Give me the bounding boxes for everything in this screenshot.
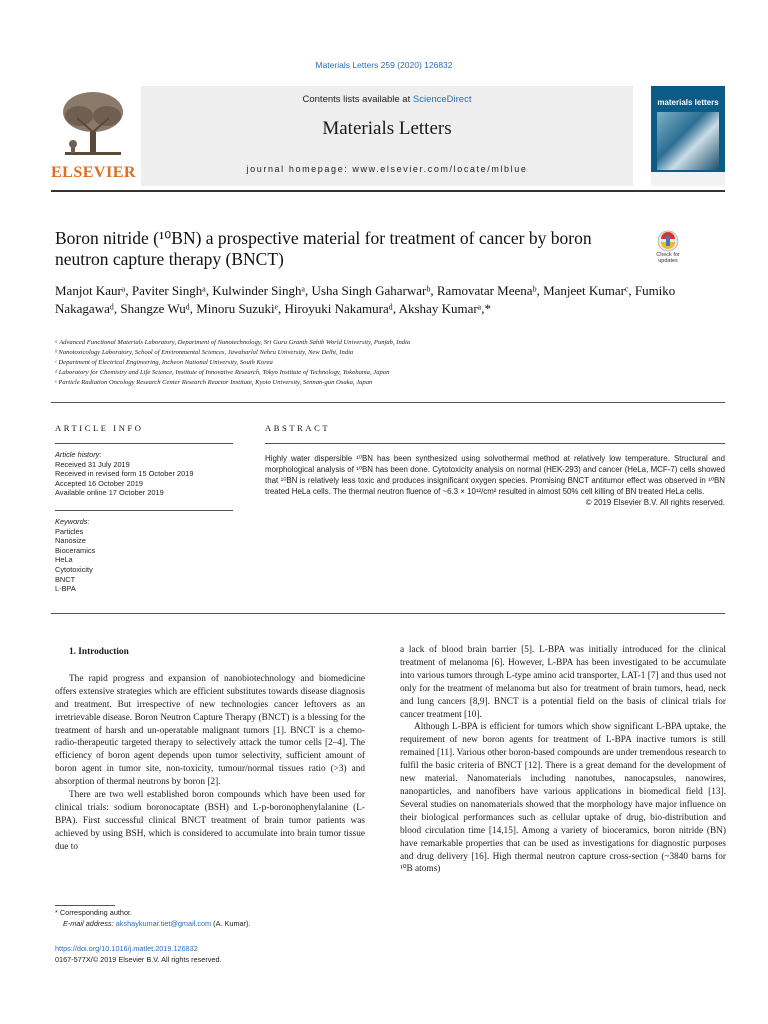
history-label: Article history: xyxy=(55,450,102,459)
affiliations-divider xyxy=(51,402,725,403)
email-link[interactable]: akshaykumar.tiet@gmail.com xyxy=(115,918,212,928)
email-suffix: (A. Kumar). xyxy=(211,918,251,928)
affiliation-item: ᵃ Advanced Functional Materials Laboratory, Department of Nanotechnology, Sri Guru Granth Sahib World University, Punjab, India xyxy=(55,339,411,346)
journal-cover-image[interactable] xyxy=(651,86,725,186)
history-item: Available online 17 October 2019 xyxy=(55,488,164,498)
history-item: Received 31 July 2019 xyxy=(55,459,130,469)
issn-line: 0167-577X/© 2019 Elsevier B.V. All rights reserved. xyxy=(55,954,222,964)
header-divider xyxy=(51,190,725,192)
abstract-column xyxy=(265,423,725,508)
keyword-item: L-BPA xyxy=(55,584,76,594)
keyword-item: Particles xyxy=(55,526,84,536)
keywords-rule xyxy=(55,510,233,511)
keyword-item: Bioceramics xyxy=(55,545,96,555)
history-item: Received in revised form 15 October 2019 xyxy=(55,469,194,479)
abstract-rule xyxy=(265,443,725,444)
affiliation-item: ᵇ Nanotoxicology Laboratory, School of Environmental Sciences, Jawaharlal Nehru University, New Delhi, India xyxy=(55,349,354,356)
footnotes xyxy=(55,908,375,929)
cover-title: materials letters xyxy=(657,98,719,107)
keyword-item: HeLa xyxy=(55,555,73,565)
email-note xyxy=(55,919,375,930)
body-paragraph: The rapid progress and expansion of nanobiotechnology and biomedicine offers extensive strategies which are efficient substitutes towards disease diagnosis and treatment. But irrespective of new technologies cancer leftovers as an irretrievable disease. Boron Neutron Capture Therapy (BNCT) is a blessing for the treatment of harsh and un-operatable malignant tumors [1]. BNCT is a chemo-radio-therapeutic targeted therapy to selectively attack the tumor cells [2–4]. The efficiency of boron agent depends upon tumor selectivity, sufficient amount of boron agent in tumor site, non-toxicity, tumour/normal tissues ratio (>3) and absorption of thermal neutrons by boron [2]. xyxy=(55,673,365,788)
journal-reference-link[interactable]: Materials Letters 259 (2020) 126832 xyxy=(315,60,453,70)
corresponding-author-note: * Corresponding author. xyxy=(55,908,133,917)
cover-footer xyxy=(651,172,725,186)
body-paragraph: a lack of blood brain barrier [5]. L-BPA was initially introduced for the clinical treatment of melanoma [6]. However, L-BPA has been investigated to be accumulate into various tumors through L-type amino acid transporter, LAT-1 [7] and thus used not only for the treatment of melanoma but also for treatment of brain tumors, head, neck and lung cancers [8,9]. BNCT is a potential field on the basis of clinical trials for cancer treatment [10]. xyxy=(400,645,726,720)
sciencedirect-link[interactable]: ScienceDirect xyxy=(412,94,472,105)
footnote-divider xyxy=(55,905,115,906)
intro-right-column xyxy=(400,644,726,876)
contents-prefix: Contents lists available at xyxy=(302,94,413,105)
crossmark-badge[interactable] xyxy=(650,230,686,266)
journal-header-panel xyxy=(141,86,633,186)
journal-title: Materials Letters xyxy=(322,118,452,139)
article-info-heading: ARTICLE INFO xyxy=(55,423,144,433)
author-list: Manjot Kaurᵃ, Paviter Singhᵃ, Kulwinder Singhᵃ, Usha Singh Gaharwarᵇ, Ramovatar Meenaᵇ, Manjeet Kumarᶜ, Fumiko Nakagawaᵈ, Shangze Wuᵈ, Minoru Suzukiᵉ, Hiroyuki Nakamuraᵈ, Akshay Kumarᵃ,* xyxy=(55,283,676,316)
keywords-label: Keywords: xyxy=(55,516,90,526)
affiliation-item: ᶜ Department of Electrical Engineering, Incheon National University, South Korea xyxy=(55,359,273,366)
bottom-meta xyxy=(55,944,375,965)
keyword-item: Nanosize xyxy=(55,536,86,546)
article-title: Boron nitride (¹⁰BN) a prospective material for treatment of cancer by boron neutron capture therapy (BNCT) xyxy=(55,228,592,269)
keyword-item: Cytotoxicity xyxy=(55,564,93,574)
doi-link[interactable]: https://doi.org/10.1016/j.matlet.2019.126832 xyxy=(55,944,198,953)
elsevier-tree-icon xyxy=(57,88,129,160)
keyword-item: BNCT xyxy=(55,574,76,584)
journal-header xyxy=(51,86,725,186)
contents-line xyxy=(141,94,633,105)
affiliations xyxy=(55,338,695,388)
affiliation-item: ᵉ Particle Radiation Oncology Research Center Research Reactor Institute, Kyoto University, Sennan-gun Osaka, Japan xyxy=(55,379,373,386)
body-paragraph: Although L-BPA is efficient for tumors which show significant L-BPA uptake, the requirement of new boron agents for treatment of L-BPA inactive tumors is still remained [11]. Various other boron-based compounds are under tremendous research to fulfil the basic criteria of BNCT [12]. There is a great demand for the development of new material. Nanomaterials including nanotubes, nanocapsules, nanowires, nanoparticles, and nanofibers have various applications in biomedical field [13]. Several studies on nanomaterials showed that the morphology have major influence on their biological performances such as cellular uptake of drug, bio-distribution and blood circulation time [14,15]. Among a variety of bioceramics, boron nitride (BN) have remarkable properties that can be used as investigations for diagnostic purposes and drug delivery [16]. High thermal neutron capture cross-section (~3840 barns for ¹⁰B atoms) xyxy=(400,722,726,875)
abstract-text: Highly water dispersible ¹⁰BN has been synthesized using solvothermal method at relatively low temperature. Structural and morphological analysis of ¹⁰BN has been done. Cytotoxicity analysis on normal (HEK-293) and cancer (HeLa, MCF-7) cells showed that ¹⁰BN is relatively less toxic and produces insignificant oxygen species. Promising BNCT antitumor effect was observed in ¹⁰BN treated HeLa cells. The thermal neutron fluence of ~6.3 × 10¹²/cm² resulted in almost 50% cell killing of BN treated HeLa cells. xyxy=(265,454,725,496)
article-info-column xyxy=(55,423,233,594)
journal-homepage[interactable]: journal homepage: www.elsevier.com/locate/mlblue xyxy=(246,164,528,174)
email-label: E-mail address: xyxy=(63,918,116,928)
intro-left-column xyxy=(55,646,365,854)
abstract-copyright: © 2019 Elsevier B.V. All rights reserved. xyxy=(585,498,725,507)
article-info-rule xyxy=(55,443,233,444)
abstract-divider xyxy=(51,613,725,614)
elsevier-wordmark: ELSEVIER xyxy=(51,164,136,181)
elsevier-logo[interactable] xyxy=(51,86,135,186)
cover-art xyxy=(657,112,719,170)
history-item: Accepted 16 October 2019 xyxy=(55,478,143,488)
abstract-heading: ABSTRACT xyxy=(265,423,331,433)
affiliation-item: ᵈ Laboratory for Chemistry and Life Science, Institute of Innovative Research, Tokyo Institute of Technology, Yokohama, Japan xyxy=(55,369,390,376)
body-paragraph: There are two well established boron compounds which have been used for clinical trials: sodium boronocaptate (BSH) and L-p-boronophenylalanine (L-BPA). First successful clinical BNCT treatment of brain tumor patients was achieved by using BSH, which is considered to accumulate into brain tumor tissue due to xyxy=(55,790,365,852)
intro-heading: 1. Introduction xyxy=(69,647,129,657)
crossmark-icon xyxy=(650,230,686,252)
crossmark-label: Check for updates xyxy=(656,252,680,264)
